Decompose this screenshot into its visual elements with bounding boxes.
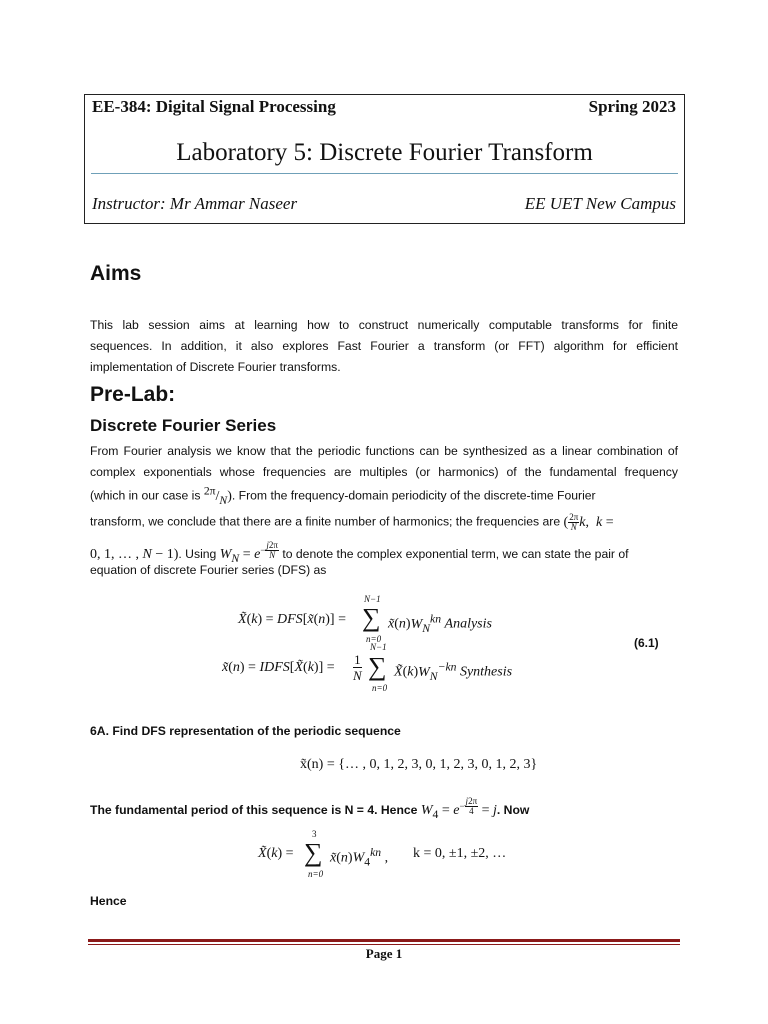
summation-symbol: ∑ xyxy=(362,603,381,632)
dfs-text-fragment: . From the frequency-domain periodicity of the discrete-time Fourier xyxy=(231,488,596,503)
sum-upper-limit: N−1 xyxy=(370,642,387,652)
footer-rule xyxy=(88,944,680,945)
one-over-n: 1 N xyxy=(353,652,362,683)
dfs-text-fragment: (which in our case is xyxy=(90,488,201,503)
analysis-label: Analysis xyxy=(444,616,492,632)
sum-upper-limit: 3 xyxy=(312,829,317,839)
dfs-text-fragment: transform, we conclude that there are a finite number of harmonics; the frequencies are xyxy=(90,514,561,529)
dfs-text-line: From Fourier analysis we know that the periodic functions can be synthesized as a linear combination of xyxy=(90,444,678,458)
footer-rule xyxy=(88,939,680,942)
dfs-text-fragment: . Using xyxy=(178,547,217,562)
period-text: . Now xyxy=(496,803,530,818)
dfs-text-line xyxy=(90,513,614,532)
dfs-text-fragment: to denote the complex exponential term, we can state the pair of xyxy=(282,547,629,562)
dfs-text-line: equation of discrete Fourier series (DFS) as xyxy=(90,563,327,577)
dfs-text-line: complex exponentials whose frequencies are multiples (or harmonics) of the fundamental frequency xyxy=(90,465,678,479)
periodic-sequence: x̃(n) = {… , 0, 1, 2, 3, 0, 1, 2, 3, 0, 1, 2, 3} xyxy=(300,757,538,772)
aims-text-line: sequences. In addition, it also explores Fast Fourier a transform (or FFT) algorithm for efficient xyxy=(90,339,678,353)
dfs-analysis-lhs: X̃(k) = DFS[x̃(n)] = xyxy=(238,612,346,627)
math-fundamental-frequency: $^{2\pi}/_N$) xyxy=(203,484,232,507)
aims-heading: Aims xyxy=(90,262,142,285)
course-title: EE-384: Digital Signal Processing xyxy=(92,97,336,116)
page-title: Laboratory 5: Discrete Fourier Transform xyxy=(176,139,593,166)
aims-text-line: implementation of Discrete Fourier transforms. xyxy=(90,360,341,374)
summation-symbol: ∑ xyxy=(368,652,387,681)
k-range: k = 0, ±1, ±2, … xyxy=(413,846,507,861)
prelab-heading: Pre-Lab: xyxy=(90,383,176,406)
header-divider xyxy=(91,173,678,174)
dfs-synthesis-lhs: x̃(n) = IDFS[X̃(k)] = xyxy=(222,660,335,675)
dfs-synthesis-rhs: $X̃(k)W_N^{-kn}$ Synthesis xyxy=(394,660,513,683)
math-harmonic-frequencies: ( $\frac{2\pi}{N}$ k, k = xyxy=(563,512,614,532)
example-prompt: 6A. Find DFS representation of the periodic sequence xyxy=(90,724,401,738)
dfs-example-rhs: $x̃(n)W_4^{kn}$ , xyxy=(330,846,389,869)
dfs-text-line xyxy=(90,541,629,565)
aims-text-line: This lab session aims at learning how to construct numerically computable transforms for finite xyxy=(90,318,678,332)
summation-symbol: ∑ xyxy=(304,838,323,867)
dfs-subheading: Discrete Fourier Series xyxy=(90,416,277,435)
math-index-range: 0, 1, … , N − 1) xyxy=(90,547,179,563)
campus-label: EE UET New Campus xyxy=(524,194,676,213)
sum-lower-limit: n=0 xyxy=(366,634,382,644)
hence-label: Hence xyxy=(90,894,127,908)
synthesis-label: Synthesis xyxy=(459,664,513,680)
math-w4: $W_4 = e^{- \frac{j2\pi}{4}}$ = j xyxy=(420,796,497,822)
period-statement xyxy=(90,797,529,821)
dfs-text-line xyxy=(90,484,678,506)
period-text: The fundamental period of this sequence is N = 4. Hence xyxy=(90,803,418,818)
dfs-example-lhs: X̃(k) = xyxy=(258,846,294,861)
sum-upper-limit: N−1 xyxy=(364,594,381,604)
equation-number: (6.1) xyxy=(634,636,659,650)
dfs-analysis-rhs: $x̃(n)W_N^{kn}$ Analysis xyxy=(388,612,492,635)
sum-lower-limit: n=0 xyxy=(308,869,324,879)
math-twiddle-definition: $W_N = e^{- \frac{j2\pi}{N}}$ xyxy=(219,540,278,566)
term-label: Spring 2023 xyxy=(588,97,676,116)
page-number: Page 1 xyxy=(365,946,403,961)
document-header xyxy=(84,94,685,224)
instructor-label: Instructor: Mr Ammar Naseer xyxy=(92,194,298,213)
sum-lower-limit: n=0 xyxy=(372,683,388,693)
